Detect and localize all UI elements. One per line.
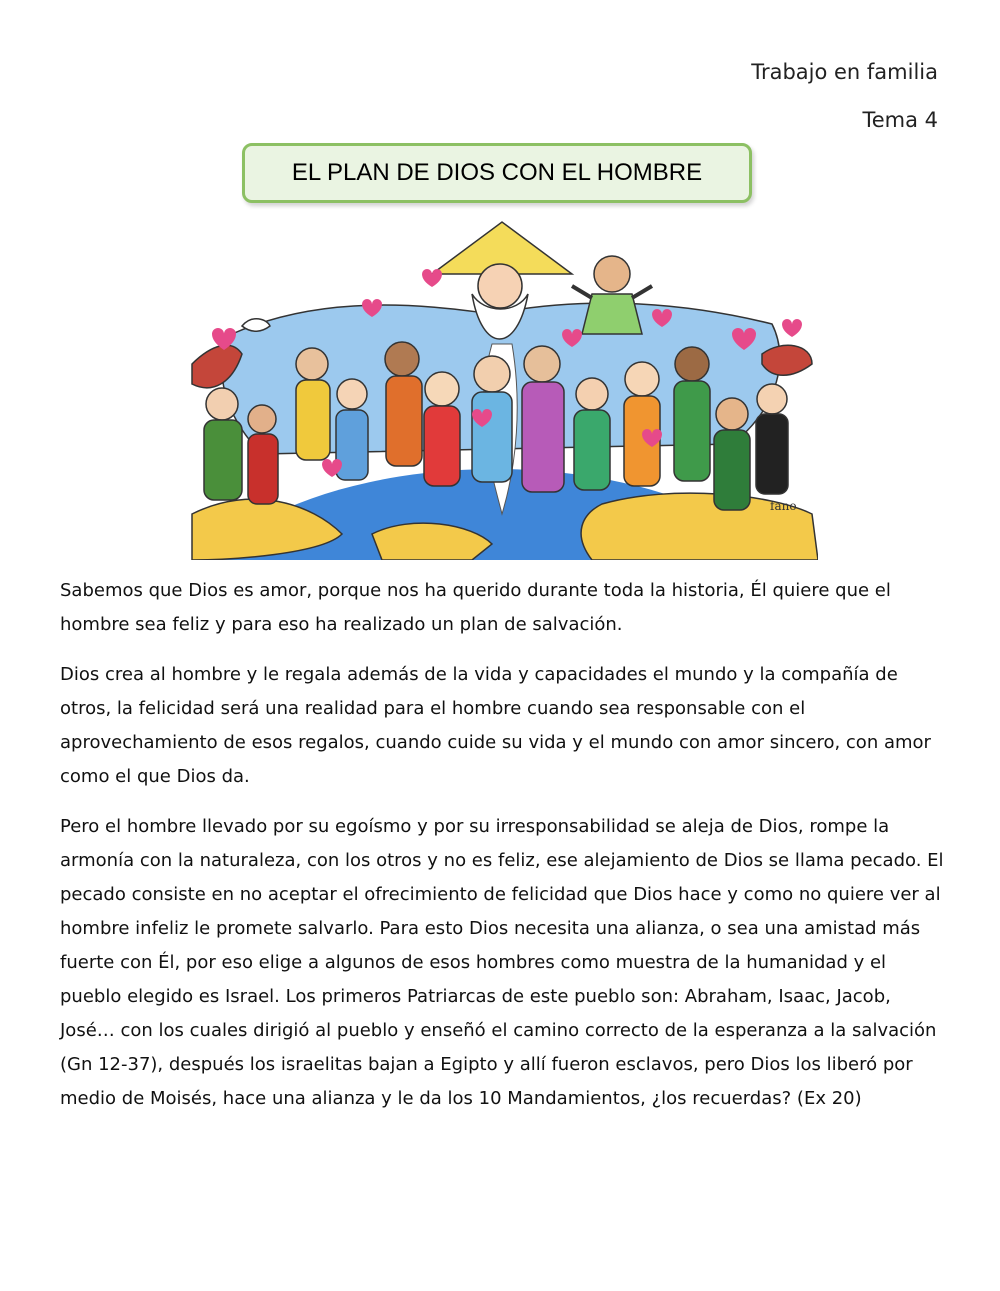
- header-line-family-work: Trabajo en familia: [751, 60, 938, 84]
- artist-signature: fano: [770, 499, 797, 513]
- god-and-humanity-illustration: [172, 214, 818, 560]
- title-box: [242, 143, 752, 203]
- paragraph-3: Pero el hombre llevado por su egoísmo y por su irresponsabilidad se aleja de Dios, rompe la armonía con la naturaleza, con los otros y no es feliz, ese alejamiento de Dios se llama pecado. El pecado consiste en no aceptar el ofrecimiento de felicidad que Dios hace y como no quiere ver al hombre infeliz le promete salvarlo. Para esto Dios necesita una alianza, o sea una amistad más fuerte con Él, por eso elige a algunos de esos hombres como muestra de la humanidad y el pueblo elegido es Israel. Los primeros Patriarcas de este pueblo son: Abraham, Isaac, Jacob, José… con los cuales dirigió al pueblo y enseñó el camino correcto de la esperanza a la salvación (Gn 12-37), después los israelitas bajan a Egipto y allí fueron esclavos, pero Dios los liberó por medio de Moisés, hace una alianza y le da los 10 Mandamientos, ¿los recuerdas? (Ex 20): [60, 816, 944, 1109]
- header-line-topic: Tema 4: [862, 108, 938, 132]
- paragraph-1: Sabemos que Dios es amor, porque nos ha querido durante toda la historia, Él quiere que el hombre sea feliz y para eso ha realizado un plan de salvación.: [60, 580, 891, 635]
- dove-icon: [242, 319, 270, 332]
- page-title: EL PLAN DE DIOS CON EL HOMBRE: [291, 159, 703, 186]
- paragraph-2: Dios crea al hombre y le regala además de la vida y capacidades el mundo y la compañía de otros, la felicidad será una realidad para el hombre cuando sea responsable con el aprovechamiento de esos regalos, cuando cuide su vida y el mundo con amor sincero, con amor como el que Dios da.: [60, 664, 931, 787]
